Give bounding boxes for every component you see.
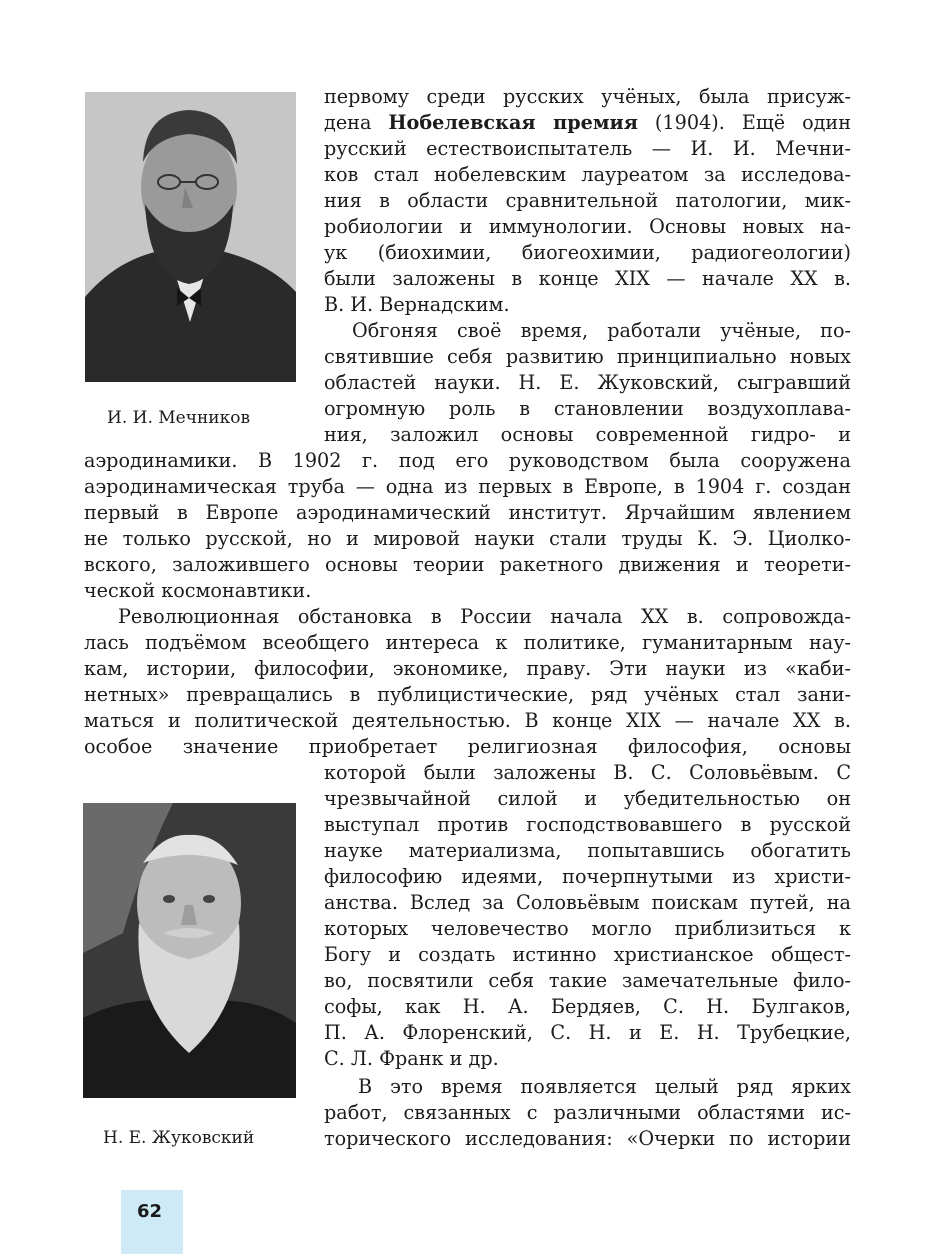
text-line: первый в Европе аэродинамический институт. Ярчайшим явлением: [84, 501, 851, 524]
text-line: ук (биохимии, биогеохимии, радиогеологии): [324, 241, 851, 264]
page-number: 62: [137, 1201, 163, 1222]
text-line: ния, заложил основы современной гидро- и: [324, 423, 851, 446]
text-span: (1904). Ещё один: [637, 111, 851, 134]
text-line: были заложены в конце XIX — начале XX в.: [324, 267, 851, 290]
photo-mechnikov: [85, 92, 296, 382]
text-line: П. А. Флоренский, С. Н. и Е. Н. Трубецкие,: [324, 1021, 851, 1044]
text-line: аэродинамики. В 1902 г. под его руководством была сооружена: [84, 449, 851, 472]
text-line: Богу и создать истинно христианское общест-: [324, 943, 851, 966]
text-line: торического исследования: «Очерки по истории: [324, 1127, 851, 1150]
nobel-prize-term: Нобелевская премия: [388, 111, 638, 134]
text-line: кам, истории, философии, экономике, праву. Эти науки из «каби-: [84, 657, 851, 680]
text-line: русский естествоиспытатель — И. И. Мечни-: [324, 137, 851, 160]
text-line: вского, заложившего основы теории ракетного движения и теорети-: [84, 553, 851, 576]
text-line: Обгоняя своё время, работали учёные, по-: [352, 319, 851, 342]
text-line: философию идеями, почерпнутыми из христи-: [324, 865, 851, 888]
text-line: особое значение приобретает религиозная философия, основы: [84, 735, 851, 758]
text-line: [324, 110, 851, 136]
text-line: огромную роль в становлении воздухоплава-: [324, 397, 851, 420]
text-line: Революционная обстановка в России начала XX в. сопровожда-: [118, 605, 851, 628]
text-line: выступал против господствовавшего в русской: [324, 813, 851, 836]
text-line: В. И. Вернадским.: [324, 293, 510, 316]
text-line: работ, связанных с различными областями ис-: [324, 1101, 851, 1124]
text-line: во, посвятили себя такие замечательные фило-: [324, 969, 851, 992]
text-line: которых человечество могло приблизиться к: [324, 917, 851, 940]
text-line: лась подъёмом всеобщего интереса к политике, гуманитарным нау-: [84, 631, 851, 654]
page-number-tab: [121, 1190, 183, 1254]
text-line: робиологии и иммунологии. Основы новых на-: [324, 215, 851, 238]
text-line: ния в области сравнительной патологии, мик-: [324, 189, 851, 212]
caption-mechnikov: И. И. Мечников: [107, 408, 251, 428]
text-line: маться и политической деятельностью. В конце XIX — начале XX в.: [84, 709, 851, 732]
text-line: ческой космонавтики.: [84, 579, 312, 602]
text-span: дена: [324, 111, 389, 134]
text-line: не только русской, но и мировой науки стали труды К. Э. Циолко-: [84, 527, 851, 550]
photo-zhukovsky: [83, 803, 296, 1098]
text-line: науке материализма, попытавшись обогатить: [324, 839, 851, 862]
text-line: В это время появляется целый ряд ярких: [358, 1075, 851, 1098]
text-line: святившие себя развитию принципиально новых: [324, 345, 851, 368]
text-line: софы, как Н. А. Бердяев, С. Н. Булгаков,: [324, 995, 851, 1018]
text-line: чрезвычайной силой и убедительностью он: [324, 787, 851, 810]
text-line: которой были заложены В. С. Соловьёвым. С: [324, 761, 851, 784]
text-line: нетных» превращались в публицистические, ряд учёных стал зани-: [84, 683, 851, 706]
caption-zhukovsky: Н. Е. Жуковский: [103, 1128, 255, 1148]
text-line: первому среди русских учёных, была присуж-: [324, 85, 851, 108]
text-line: анства. Вслед за Соловьёвым поискам путей, на: [324, 891, 851, 914]
text-line: С. Л. Франк и др.: [324, 1047, 499, 1070]
text-line: областей науки. Н. Е. Жуковский, сыгравший: [324, 371, 851, 394]
text-line: ков стал нобелевским лауреатом за исследова-: [324, 163, 851, 186]
text-line: аэродинамическая труба — одна из первых в Европе, в 1904 г. создан: [84, 475, 851, 498]
